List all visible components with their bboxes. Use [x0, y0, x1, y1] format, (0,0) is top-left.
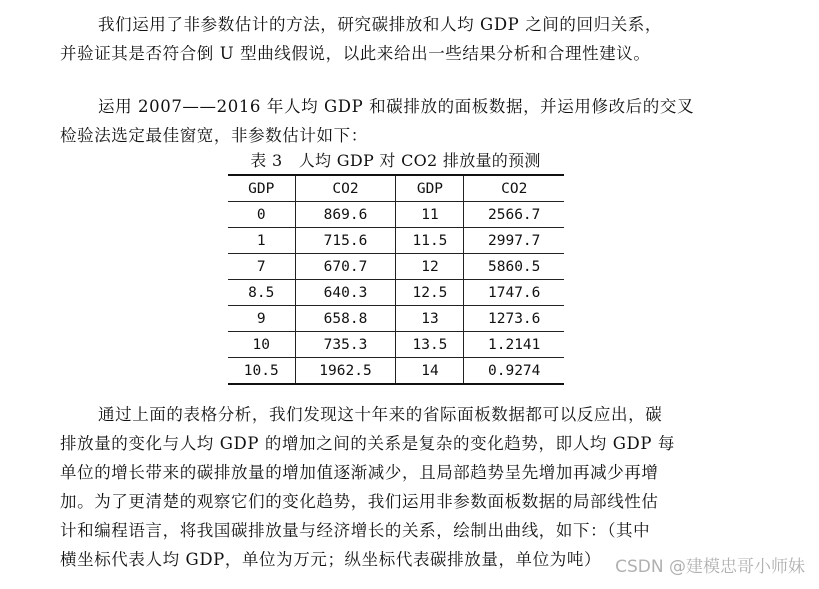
- table-caption: 表 3 人均 GDP 对 CO2 排放量的预测: [250, 151, 541, 170]
- table-cell: 11.5: [396, 228, 464, 254]
- text-line: 计和编程语言，将我国碳排放量与经济增长的关系，绘制出曲线，如下：（其中: [60, 521, 651, 540]
- table-cell: 1962.5: [295, 358, 396, 385]
- table-cell: 869.6: [295, 202, 396, 228]
- table-cell: 9: [228, 306, 295, 332]
- table-cell: 658.8: [295, 306, 396, 332]
- table-cell: 2566.7: [464, 202, 564, 228]
- table-cell: 0.9274: [464, 358, 564, 385]
- text-line: 单位的增长带来的碳排放量的增加值逐渐减少，且局部趋势呈先增加再减少再增: [60, 463, 659, 482]
- text-line: 并验证其是否符合倒 U 型曲线假说，以此来给出一些结果分析和合理性建议。: [60, 44, 651, 63]
- table-cell: 10.5: [228, 358, 295, 385]
- prediction-table: [228, 174, 564, 385]
- table-row: [228, 254, 564, 280]
- table-cell: 2997.7: [464, 228, 564, 254]
- table-cell: 670.7: [295, 254, 396, 280]
- table-cell: 13.5: [396, 332, 464, 358]
- table-cell: 13: [396, 306, 464, 332]
- column-header: CO2: [464, 175, 564, 202]
- table-cell: 12: [396, 254, 464, 280]
- table-cell: 1273.6: [464, 306, 564, 332]
- text-line: 检验法选定最佳窗宽，非参数估计如下：: [60, 126, 368, 145]
- table-cell: 1.2141: [464, 332, 564, 358]
- table-cell: 11: [396, 202, 464, 228]
- table-header-row: [228, 175, 564, 202]
- csdn-watermark: CSDN @建模忠哥小师妹: [615, 557, 805, 577]
- table-cell: 14: [396, 358, 464, 385]
- table-cell: 1: [228, 228, 295, 254]
- text-line: 我们运用了非参数估计的方法，研究碳排放和人均 GDP 之间的回归关系，: [98, 15, 663, 34]
- column-header: CO2: [295, 175, 396, 202]
- table-cell: 735.3: [295, 332, 396, 358]
- table-cell: 0: [228, 202, 295, 228]
- column-header: GDP: [396, 175, 464, 202]
- text-line: 通过上面的表格分析，我们发现这十年来的省际面板数据都可以反应出，碳: [98, 405, 663, 424]
- table-cell: 10: [228, 332, 295, 358]
- paragraph-intro: [60, 10, 750, 68]
- text-line: 排放量的变化与人均 GDP 的增加之间的关系是复杂的变化趋势，即人均 GDP 每: [60, 434, 676, 453]
- text-line: 运用 2007——2016 年人均 GDP 和碳排放的面板数据，并运用修改后的交叉: [98, 97, 695, 116]
- text-line: 横坐标代表人均 GDP，单位为万元；纵坐标代表碳排放量，单位为吨）: [60, 550, 602, 569]
- column-header: GDP: [228, 175, 295, 202]
- table-cell: 12.5: [396, 280, 464, 306]
- table-cell: 8.5: [228, 280, 295, 306]
- table-cell: 7: [228, 254, 295, 280]
- text-line: 加。为了更清楚的观察它们的变化趋势，我们运用非参数面板数据的局部线性估: [60, 492, 659, 511]
- table-cell: 1747.6: [464, 280, 564, 306]
- table-cell: 640.3: [295, 280, 396, 306]
- paragraph-analysis: [60, 400, 750, 574]
- table-cell: 5860.5: [464, 254, 564, 280]
- table-row: [228, 332, 564, 358]
- paragraph-method: [60, 92, 750, 150]
- table-cell: 715.6: [295, 228, 396, 254]
- table-row: [228, 280, 564, 306]
- table-row: [228, 202, 564, 228]
- table-row: [228, 358, 564, 385]
- table-row: [228, 306, 564, 332]
- table-row: [228, 228, 564, 254]
